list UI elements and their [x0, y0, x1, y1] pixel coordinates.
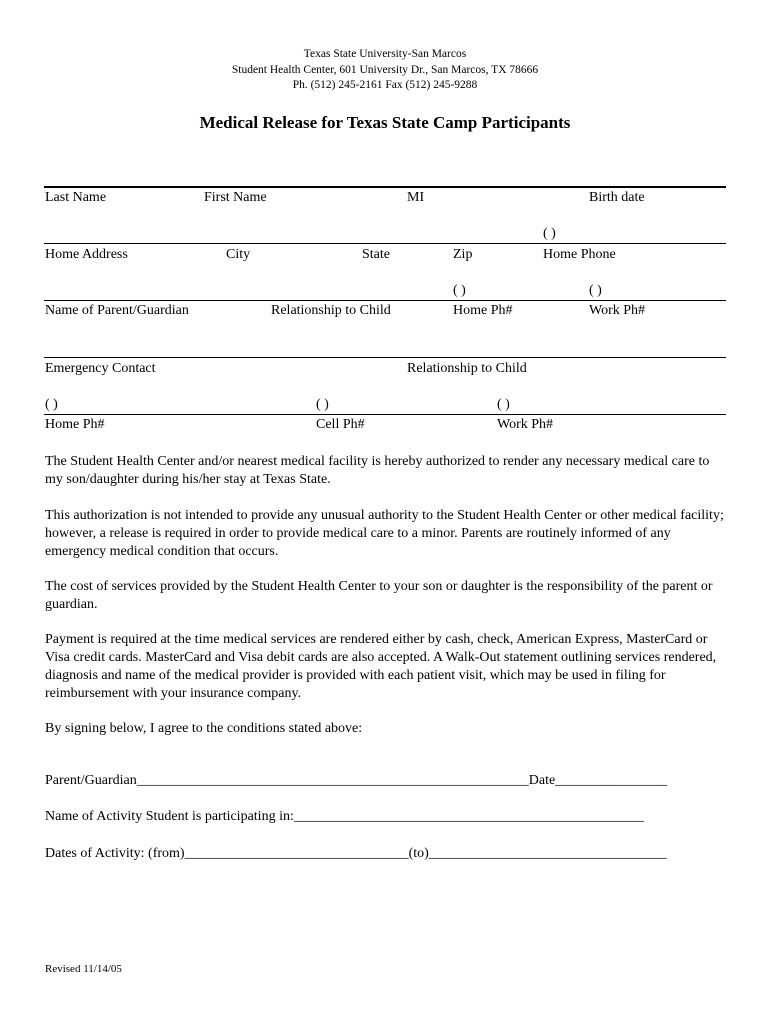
emergency-home-ph-label: Home Ph#: [45, 417, 105, 432]
parent-signature-line[interactable]: Parent/Guardian________________________________________________________Date________________: [45, 773, 668, 788]
emergency-work-ph-label: Work Ph#: [497, 417, 554, 432]
parent-relationship-label: Relationship to Child: [271, 303, 391, 318]
agreement-statement: By signing below, I agree to the conditions stated above:: [45, 721, 363, 736]
authorization-paragraph: The Student Health Center and/or nearest medical facility is hereby authorized to render any necessary medical care to my son/daughter during his/her stay at Texas State.: [45, 454, 710, 487]
parent-guardian-label: Name of Parent/Guardian: [45, 303, 189, 318]
home-phone-area-code: ( ): [543, 226, 556, 241]
row3-divider: [44, 300, 726, 301]
cost-responsibility-paragraph: The cost of services provided by the Student Health Center to your son or daughter is the responsibility of the parent or guardian.: [45, 579, 713, 612]
parent-work-area-code: ( ): [589, 283, 602, 298]
emergency-contact-label: Emergency Contact: [45, 361, 156, 376]
page-title: Medical Release for Texas State Camp Participants: [199, 113, 571, 132]
emergency-cell-area-code: ( ): [316, 397, 329, 412]
parent-work-ph-label: Work Ph#: [589, 303, 646, 318]
city-label: City: [226, 247, 251, 262]
emergency-cell-ph-label: Cell Ph#: [316, 417, 365, 432]
home-phone-label: Home Phone: [543, 247, 616, 262]
last-name-label: Last Name: [45, 190, 107, 205]
home-address-label: Home Address: [45, 247, 128, 262]
activity-name-line[interactable]: Name of Activity Student is participating in:__________________________________________________: [45, 809, 644, 824]
activity-dates-line[interactable]: Dates of Activity: (from)________________________________(to)__________________________________: [45, 846, 667, 861]
emergency-relationship-label: Relationship to Child: [407, 361, 527, 376]
row2-divider: [44, 243, 726, 244]
header-address: Student Health Center, 601 University Dr., San Marcos, TX 78666: [231, 64, 539, 76]
emergency-home-area-code: ( ): [45, 397, 58, 412]
revision-date: Revised 11/14/05: [45, 963, 122, 975]
row5-divider: [44, 414, 726, 415]
header-phone-fax: Ph. (512) 245-2161 Fax (512) 245-9288: [292, 79, 478, 91]
top-divider: [44, 186, 726, 188]
row4-divider: [44, 357, 726, 358]
parent-home-area-code: ( ): [453, 283, 466, 298]
mi-label: MI: [407, 190, 425, 205]
state-label: State: [362, 247, 390, 262]
parent-home-ph-label: Home Ph#: [453, 303, 513, 318]
authority-disclaimer-paragraph: This authorization is not intended to provide any unusual authority to the Student Health Center or other medical facility; however, a release is required in order to provide medical care to a minor. Parents are routinely informed of any emergency medical condition that occurs.: [45, 508, 724, 559]
header-university: Texas State University-San Marcos: [303, 48, 467, 60]
birth-date-label: Birth date: [589, 190, 645, 205]
zip-label: Zip: [453, 247, 473, 262]
first-name-label: First Name: [204, 190, 267, 205]
emergency-work-area-code: ( ): [497, 397, 510, 412]
payment-paragraph: Payment is required at the time medical services are rendered either by cash, check, American Express, MasterCard or Visa credit cards. MasterCard and Visa debit cards are also accepted. A Walk-Out statement outlining services rendered, diagnosis and name of the medical provider is provided with each patient visit, which may be used in filing for reimbursement with your insurance company.: [45, 632, 717, 701]
